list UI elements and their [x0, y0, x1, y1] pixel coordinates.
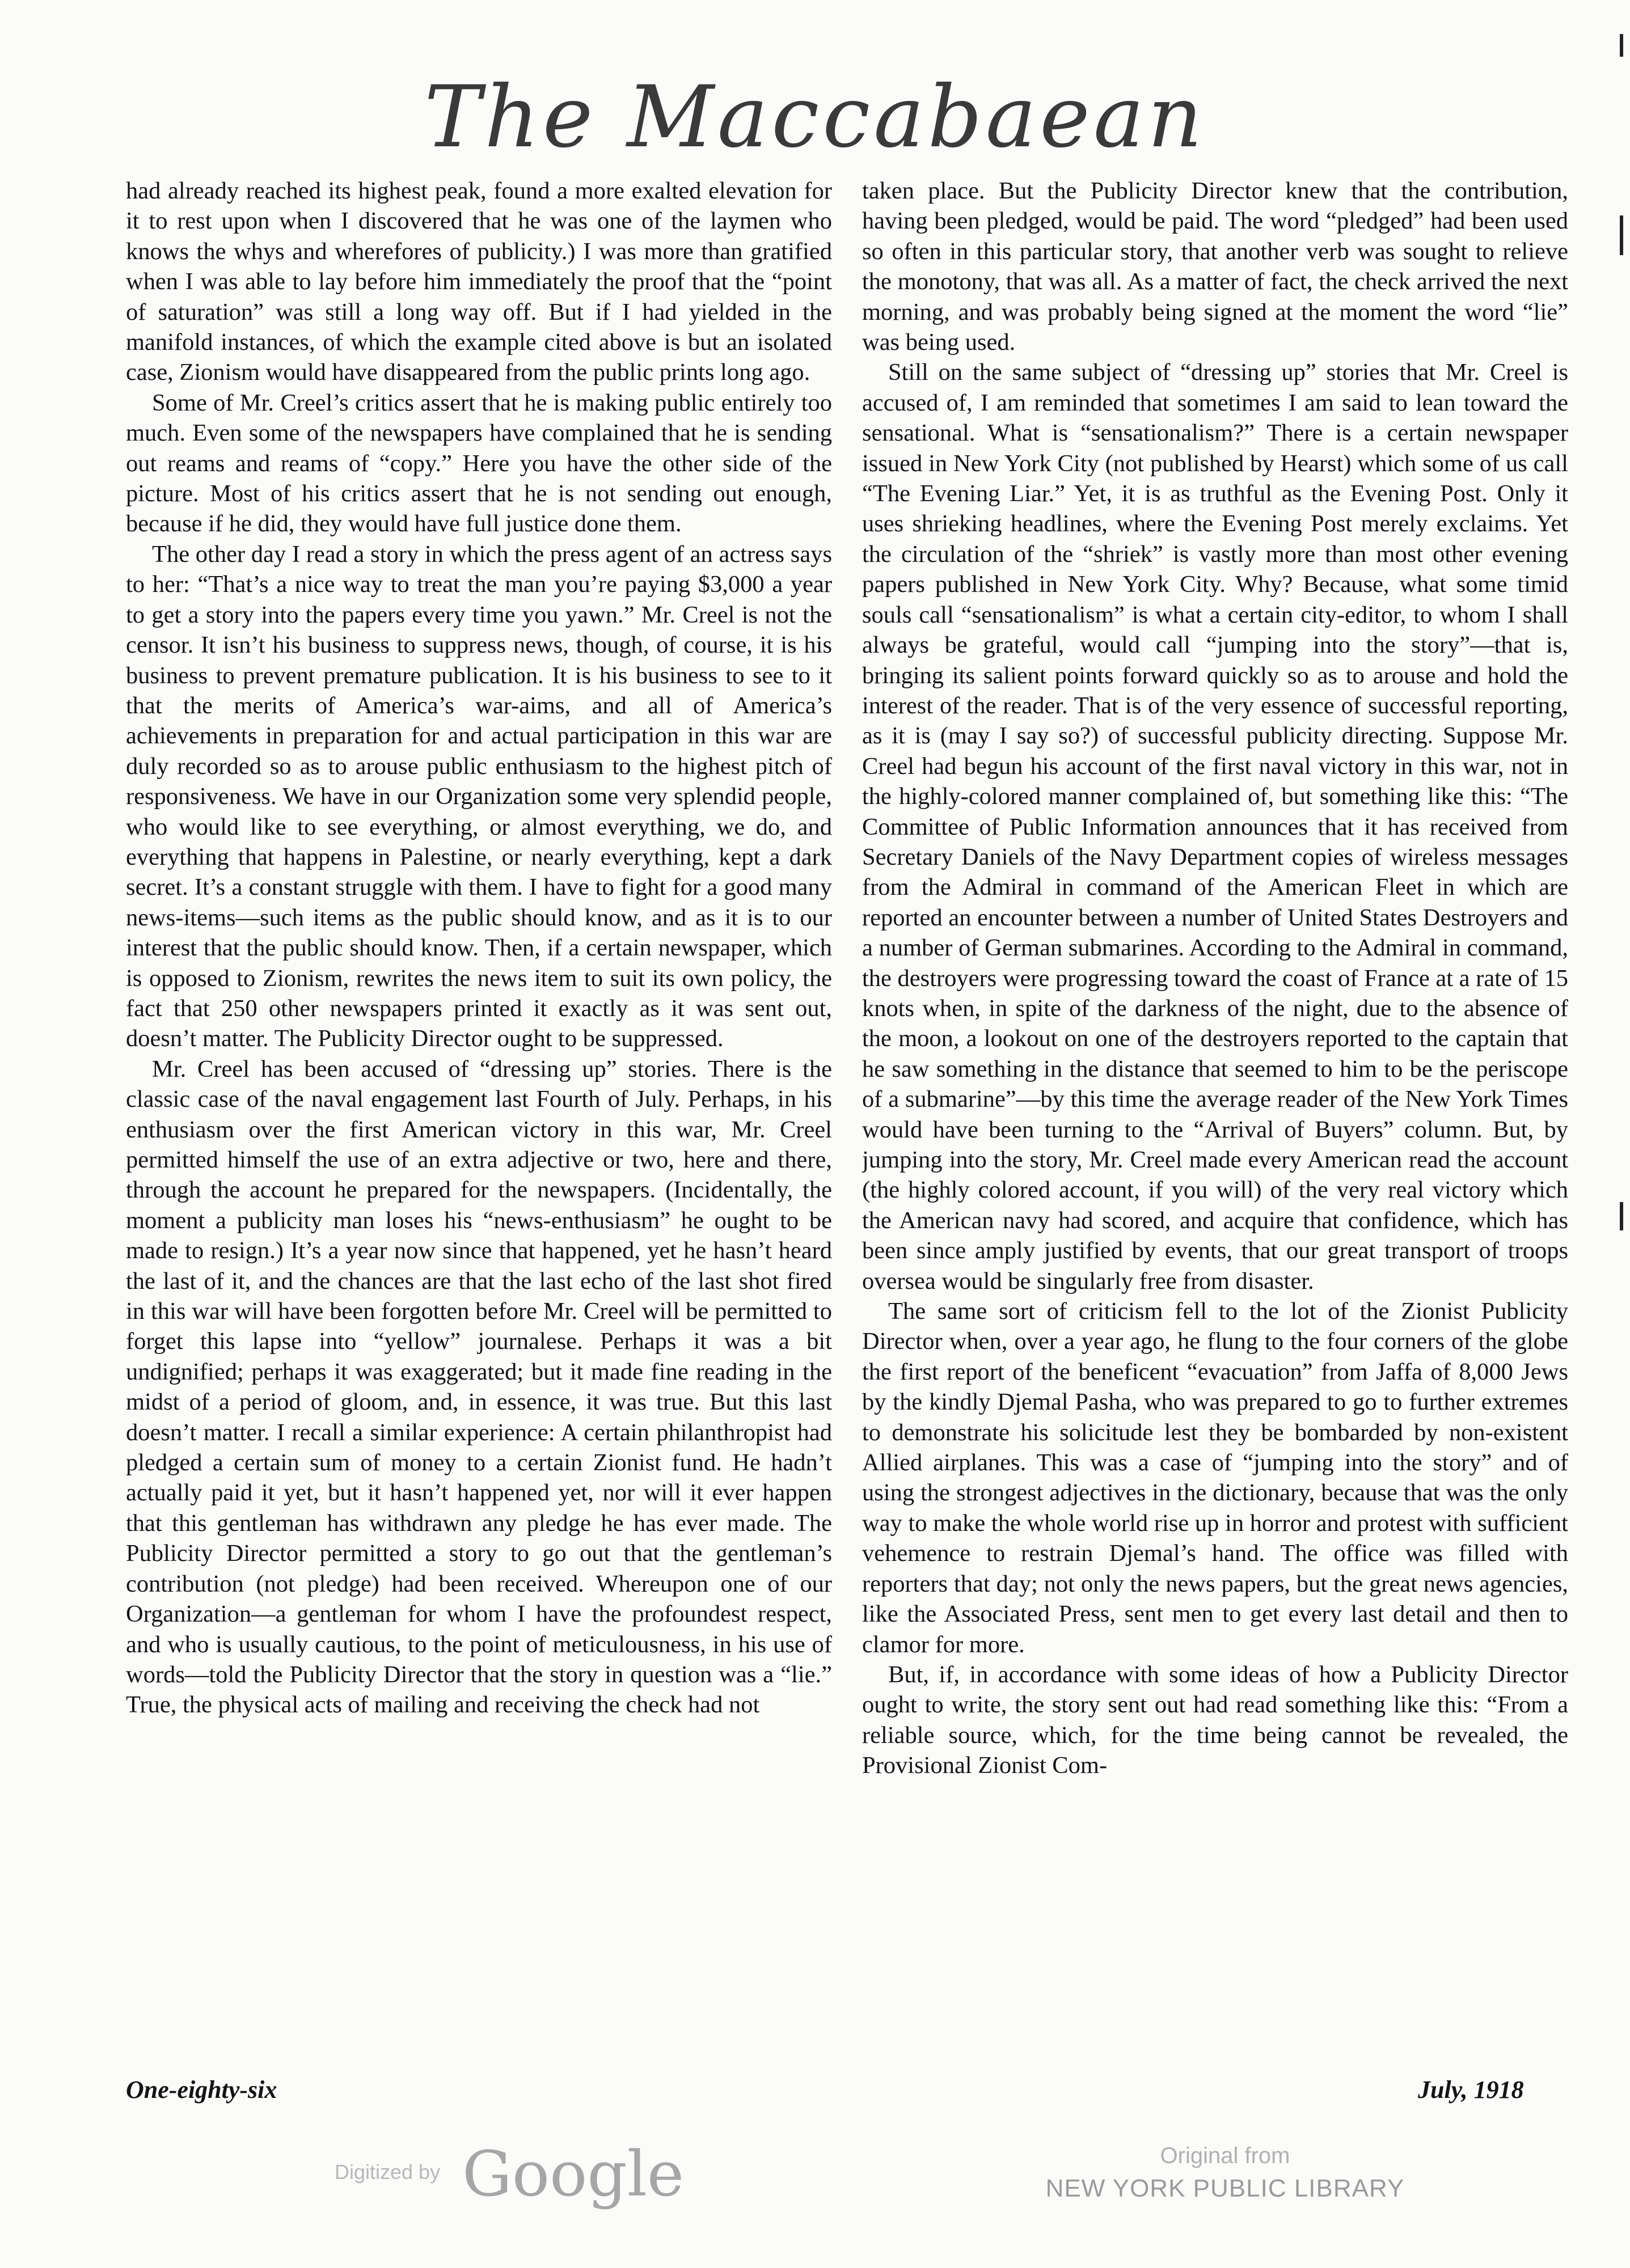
- digitized-by-label: Digitized by: [335, 2160, 441, 2184]
- right-column: [862, 176, 1568, 2058]
- paragraph: But, if, in accordance with some ideas of how a Publicity Director ought to write, the story sent out had read something like this: “From a reliable source, which, for the time being cannot be revealed, the Provisional Zionist Com-: [862, 1661, 1568, 1779]
- paragraph: Mr. Creel has been accused of “dressing up” stories. There is the classic case of the naval engagement last Fourth of July. Perhaps, in his enthusiasm over the first American victory in this war, Mr. Creel permitted himself the use of an extra adjective or two, here and there, through the account he prepared for the newspapers. (Incidentally, the moment a publicity man loses his “news-enthusiasm” he ought to be made to resign.) It’s a year now since that happened, yet he hasn’t heard the last of it, and the chances are that the last echo of the last shot fired in this war will have been forgotten before Mr. Creel will be permitted to forget this lapse into “yellow” journalese. Perhaps it was a bit undignified; perhaps it was exaggerated; but it made fine reading in the midst of a period of gloom, and, in essence, it was true. But this last doesn’t matter. I recall a similar experience: A certain philanthropist had pledged a certain sum of money to a certain Zionist fund. He hadn’t actually paid it yet, but it hasn’t happened yet, nor will it ever happen that this gentleman has withdrawn any pledge he has ever made. The Publicity Director permitted a story to go out that the gentleman’s contribution (not pledge) had been received. Whereupon one of our Organization—a gentleman for whom I have the profoundest respect, and who is usually cautious, to the point of meticulousness, in his use of words—told the Publicity Director that the story in question was a “lie.” True, the physical acts of mailing and receiving the check had not: [126, 1055, 832, 1719]
- library-name: NEW YORK PUBLIC LIBRARY: [1045, 2174, 1405, 2202]
- paragraph: Some of Mr. Creel’s critics assert that he is making public entirely too much. Even some of the newspapers have complained that he is sending out reams and reams of “copy.” Here you have the other side of the picture. Most of his critics assert that he is not sending out enough, because if he did, they would have full justice done them.: [126, 389, 832, 538]
- page-number: One-eighty-six: [126, 2076, 277, 2104]
- original-from-label: Original from: [1160, 2143, 1290, 2168]
- left-column: [126, 176, 832, 2058]
- google-logo: Google: [462, 2138, 685, 2210]
- paragraph: Still on the same subject of “dressing up” stories that Mr. Creel is accused of, I am reminded that sometimes I am said to lean toward the sensational. What is “sensationalism?” There is a certain newspaper issued in New York City (not published by Hearst) which some of us call “The Evening Liar.” Yet, it is as truthful as the Evening Post. Only it uses shrieking headlines, where the Evening Post merely exclaims. Yet the circulation of the “shriek” is vastly more than most other evening papers published in New York City. Why? Because, what some timid souls call “sensationalism” is what a certain city-editor, to whom I shall always be grateful, would call “jumping into the story”—that is, bringing its salient points forward quickly so as to arouse and hold the interest of the reader. That is of the very essence of successful reporting, as it is (may I say so?) of successful publicity directing. Suppose Mr. Creel had begun his account of the first naval victory in this war, not in the highly-colored manner complained of, but something like this: “The Committee of Public Information announces that it has received from Secretary Daniels of the Navy Department copies of wireless messages from the Admiral in command of the American Fleet in which are reported an encounter between a number of United States Destroyers and a number of German submarines. According to the Admiral in command, the destroyers were progressing toward the coast of France at a rate of 15 knots when, in spite of the darkness of the night, due to the absence of the moon, a lookout on one of the destroyers reported to the captain that he saw something in the distance that seemed to him to be the periscope of a submarine”—by this time the average reader of the New York Times would have been turning to the “Arrival of Buyers” column. But, by jumping into the story, Mr. Creel made every American read the account (the highly colored account, if you will) of the very real victory which the American navy had scored, and acquire that confidence, which has been since amply justified by events, that our great transport of troops oversea would be singularly free from disaster.: [862, 359, 1568, 1294]
- paragraph: taken place. But the Publicity Director knew that the contribution, having been pledged, would be paid. The word “pledged” had been used so often in this particular story, that another verb was sought to relieve the monotony, that was all. As a matter of fact, the check arrived the next morning, and was probably being signed at the moment the word “lie” was being used.: [862, 177, 1568, 356]
- paragraph: The same sort of criticism fell to the lot of the Zionist Publicity Director when, over a year ago, he flung to the four corners of the globe the first report of the beneficent “evacuation” from Jaffa of 8,000 Jews by the kindly Djemal Pasha, who was prepared to go to further extremes to demonstrate his solicitude lest they be bombarded by non-existent Allied airplanes. This was a case of “jumping into the story” and of using the strongest adjectives in the dictionary, because that was the only way to make the whole world rise up in horror and protest with sufficient vehemence to restrain Djemal’s hand. The office was filled with reporters that day; not only the news papers, but the great news agencies, like the Associated Press, sent men to get every last detail and then to clamor for more.: [862, 1298, 1568, 1658]
- scan-edge-mark: [1620, 1202, 1623, 1230]
- paragraph: had already reached its highest peak, found a more exalted elevation for it to rest upon when I discovered that he was one of the laymen who knows the whys and wherefores of publicity.) I was more than gratified when I was able to lay before him immediately the proof that the “point of saturation” was still a long way off. But if I had yielded in the manifold instances, of which the example cited above is but an isolated case, Zionism would have disappeared from the public prints long ago.: [126, 177, 832, 386]
- paragraph: The other day I read a story in which the press agent of an actress says to her: “That’s a nice way to treat the man you’re paying $3,000 a year to get a story into the papers every time you yawn.” Mr. Creel is not the censor. It isn’t his business to suppress news, though, of course, it is his business to prevent premature publication. It is his business to see to it that the merits of America’s war-aims, and all of America’s achievements in preparation for and actual participation in this war are duly recorded so as to arouse public enthusiasm to the highest pitch of responsiveness. We have in our Organization some very splendid people, who would like to see everything, or almost everything, we do, and everything that happens in Palestine, or nearly everything, kept a dark secret. It’s a constant struggle with them. I have to fight for a good many news-items—such items as the public should know, and as it is to our interest that the public should know. Then, if a certain newspaper, which is opposed to Zionism, rewrites the news item to suit its own policy, the fact that 250 other newspapers printed it exactly as it was sent out, doesn’t matter. The Publicity Director ought to be suppressed.: [126, 540, 832, 1052]
- scan-edge-mark: [1620, 34, 1623, 57]
- issue-date: July, 1918: [1418, 2076, 1524, 2104]
- scan-edge-mark: [1620, 215, 1623, 255]
- masthead-title: The Maccabaean: [424, 68, 1206, 167]
